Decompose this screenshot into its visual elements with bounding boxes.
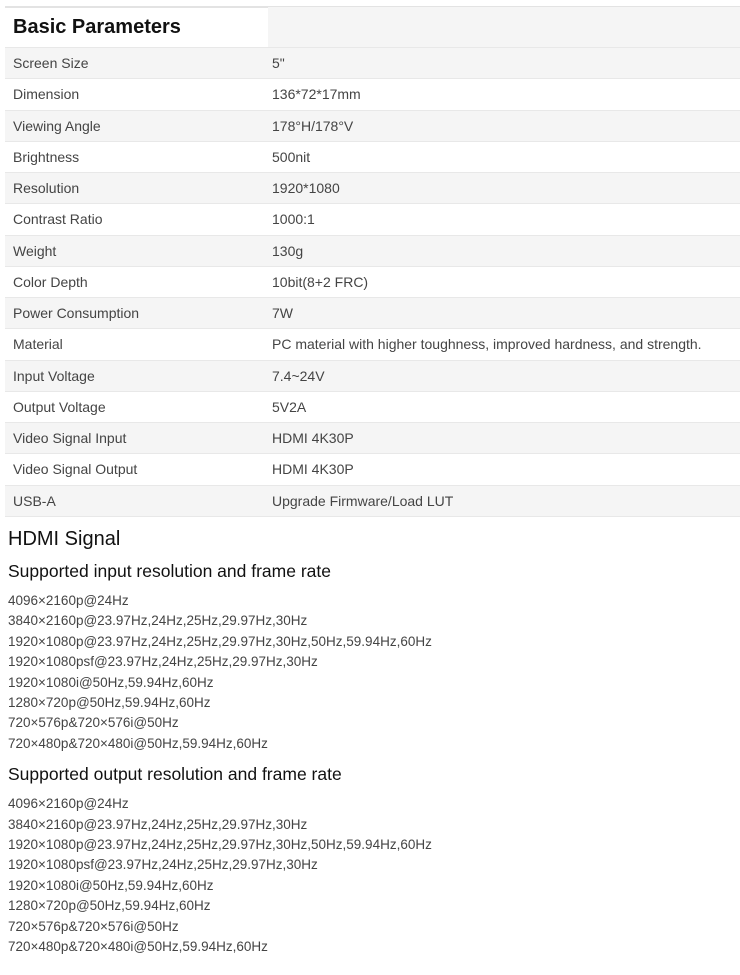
- parameter-label: Resolution: [13, 180, 80, 197]
- parameter-value: 500nit: [272, 148, 311, 165]
- parameter-value: 1000:1: [272, 211, 315, 228]
- parameter-value: Upgrade Firmware/Load LUT: [272, 492, 454, 509]
- table-row: [5, 48, 740, 79]
- list-item: 1920×1080psf@23.97Hz,24Hz,25Hz,29.97Hz,30Hz: [8, 857, 318, 873]
- parameter-label: Contrast Ratio: [13, 211, 103, 228]
- parameter-label: Material: [13, 336, 63, 353]
- list-item: 720×480p&720×480i@50Hz,59.94Hz,60Hz: [8, 939, 268, 955]
- parameter-value: HDMI 4K30P: [272, 461, 354, 478]
- parameter-value: HDMI 4K30P: [272, 430, 354, 447]
- parameter-label: Power Consumption: [13, 305, 140, 322]
- table-row: [5, 486, 740, 517]
- table-row: [5, 204, 740, 235]
- parameter-label: Video Signal Input: [13, 430, 127, 447]
- hdmi-signal-section: [8, 526, 736, 958]
- list-item: 720×480p&720×480i@50Hz,59.94Hz,60Hz: [8, 735, 268, 751]
- table-row: [5, 79, 740, 110]
- parameter-value: PC material with higher toughness, improved hardness, and strength.: [272, 336, 702, 353]
- table-header: [5, 6, 740, 48]
- parameter-label: Dimension: [13, 86, 80, 103]
- parameter-value: 5V2A: [272, 398, 307, 415]
- parameter-value: 7W: [272, 305, 293, 322]
- list-item: 3840×2160p@23.97Hz,24Hz,25Hz,29.97Hz,30Hz: [8, 816, 308, 832]
- table-row: [5, 267, 740, 298]
- table-row: [5, 454, 740, 485]
- list-item: 1920×1080p@23.97Hz,24Hz,25Hz,29.97Hz,30Hz,50Hz,59.94Hz,60Hz: [8, 837, 432, 853]
- list-item: 4096×2160p@24Hz: [8, 796, 129, 812]
- hdmi-signal-title: HDMI Signal: [8, 528, 121, 550]
- list-item: 4096×2160p@24Hz: [8, 593, 129, 608]
- input-resolution-heading: Supported input resolution and frame rate: [8, 561, 331, 581]
- parameter-value: 1920*1080: [272, 180, 340, 197]
- list-item: 1920×1080i@50Hz,59.94Hz,60Hz: [8, 877, 214, 893]
- parameter-value: 5": [272, 55, 285, 72]
- parameter-value: 10bit(8+2 FRC): [272, 273, 369, 290]
- parameter-value: 130g: [272, 242, 304, 259]
- parameter-label: Weight: [13, 242, 57, 259]
- parameter-label: Brightness: [13, 148, 80, 165]
- table-title-cell: [5, 7, 268, 48]
- table-row: [5, 298, 740, 329]
- parameter-value: 178°H/178°V: [272, 117, 354, 134]
- list-item: 1280×720p@50Hz,59.94Hz,60Hz: [8, 898, 211, 914]
- table-row: [5, 236, 740, 267]
- output-resolution-heading: Supported output resolution and frame rate: [8, 764, 342, 785]
- basic-parameters-title: Basic Parameters: [13, 16, 181, 38]
- parameter-value: 7.4~24V: [272, 367, 325, 384]
- parameter-label: Color Depth: [13, 273, 88, 290]
- input-resolution-list: [8, 591, 736, 754]
- parameter-label: USB-A: [13, 492, 56, 509]
- list-item: 1920×1080psf@23.97Hz,24Hz,25Hz,29.97Hz,30Hz: [8, 654, 318, 670]
- parameter-label: Video Signal Output: [13, 461, 138, 478]
- output-resolution-list: [8, 794, 736, 957]
- list-item: 720×576p&720×576i@50Hz: [8, 918, 179, 934]
- parameter-label: Screen Size: [13, 55, 89, 72]
- list-item: 1920×1080i@50Hz,59.94Hz,60Hz: [8, 674, 214, 690]
- parameter-label: Input Voltage: [13, 367, 95, 384]
- table-row: [5, 111, 740, 142]
- table-row: [5, 423, 740, 454]
- list-item: 3840×2160p@23.97Hz,24Hz,25Hz,29.97Hz,30Hz: [8, 613, 308, 629]
- parameter-value: 136*72*17mm: [272, 86, 361, 103]
- table-row: [5, 142, 740, 173]
- parameter-rows: [5, 48, 740, 517]
- parameter-label: Viewing Angle: [13, 117, 101, 134]
- basic-parameters-table: [5, 6, 740, 517]
- parameter-label: Output Voltage: [13, 398, 106, 415]
- list-item: 1280×720p@50Hz,59.94Hz,60Hz: [8, 695, 211, 711]
- list-item: 1920×1080p@23.97Hz,24Hz,25Hz,29.97Hz,30Hz,50Hz,59.94Hz,60Hz: [8, 633, 432, 649]
- table-row: [5, 173, 740, 204]
- list-item: 720×576p&720×576i@50Hz: [8, 715, 179, 731]
- table-row: [5, 392, 740, 423]
- table-row: [5, 329, 740, 360]
- table-row: [5, 361, 740, 392]
